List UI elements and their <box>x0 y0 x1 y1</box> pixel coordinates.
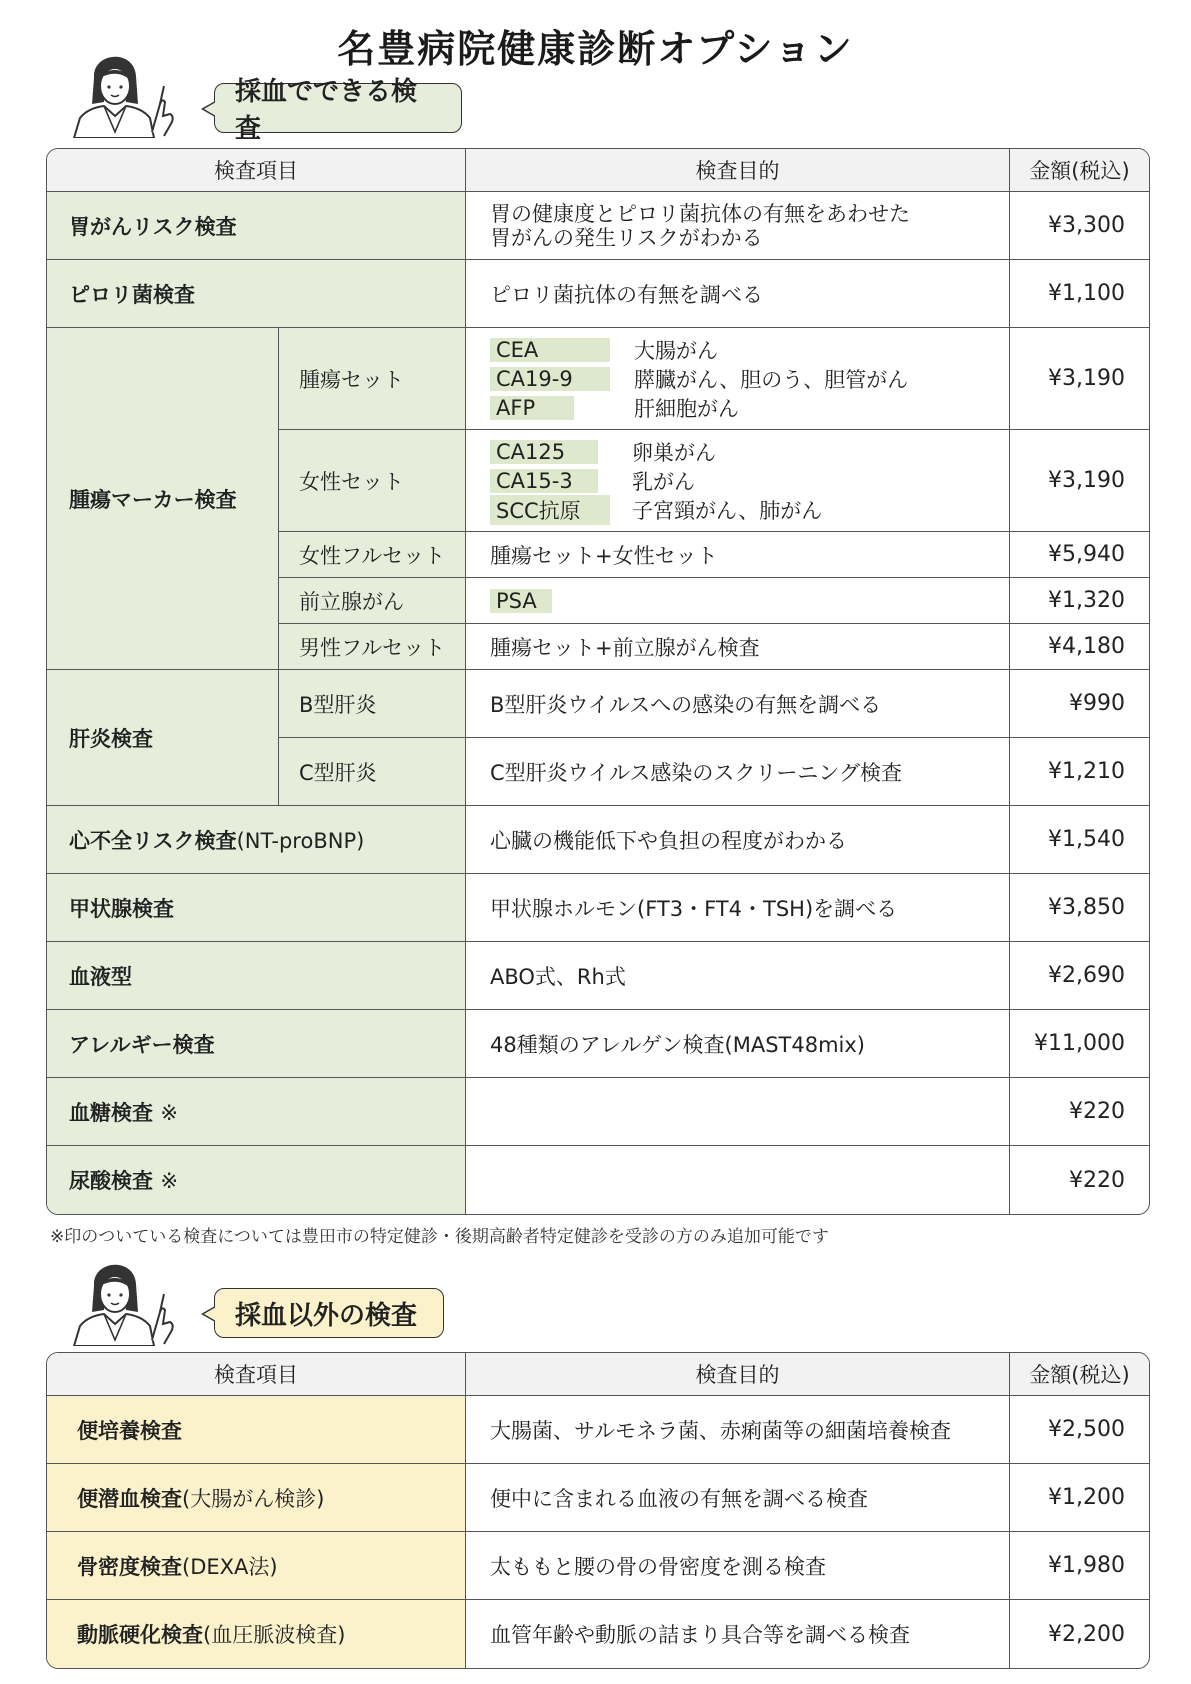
footnote: ※印のついている検査については豊田市の特定健診・後期高齢者特定健診を受診の方のみ追加可能です <box>50 1227 829 1247</box>
item-label: 便培養検査 <box>77 1418 182 1443</box>
marker-code: CA15-3 <box>490 469 598 493</box>
purpose-male-full: 腫瘍セット+前立腺がん検査 <box>466 624 1010 670</box>
marker-row <box>490 495 1009 524</box>
purpose-line: 胃がんの発生リスクがわかる <box>490 225 763 250</box>
price-hepatitis-c: ¥1,210 <box>1010 738 1149 806</box>
table-row <box>47 874 1149 942</box>
marker-code: CA125 <box>490 440 598 464</box>
item-suffix: (大腸がん検診) <box>182 1486 325 1511</box>
marker-code: PSA <box>490 589 552 613</box>
header-price: 金額(税込) <box>1010 1353 1149 1396</box>
purpose-glucose <box>466 1078 1010 1146</box>
item-pylori: ピロリ菌検査 <box>47 260 466 328</box>
marker-row <box>490 466 1009 495</box>
price-female-set: ¥3,190 <box>1010 430 1149 532</box>
marker-row <box>490 437 1009 466</box>
price-hepatitis-b: ¥990 <box>1010 670 1149 738</box>
table-row <box>47 1396 1149 1464</box>
table-row <box>47 1010 1149 1078</box>
price-thyroid: ¥3,850 <box>1010 874 1149 942</box>
table-row <box>47 670 1149 738</box>
table-row <box>47 260 1149 328</box>
section1-bubble: 採血でできる検査 <box>214 83 462 133</box>
sub-prostate: 前立腺がん <box>279 578 466 624</box>
asterisk-mark: ※ <box>160 1100 178 1125</box>
item-fecal-occult <box>47 1464 466 1532</box>
purpose-thyroid: 甲状腺ホルモン(FT3・FT4・TSH)を調べる <box>466 874 1010 942</box>
price-female-full: ¥5,940 <box>1010 532 1149 578</box>
header-purpose: 検査目的 <box>466 1353 1010 1396</box>
price-stomach: ¥3,300 <box>1010 192 1149 260</box>
marker-row <box>490 393 1009 422</box>
marker-desc: 子宮頸がん、肺がん <box>632 498 823 523</box>
marker-code: AFP <box>490 396 574 420</box>
marker-row <box>490 364 1009 393</box>
table-row <box>47 942 1149 1010</box>
purpose-uric <box>466 1146 1010 1214</box>
purpose-arteriosclerosis: 血管年齢や動脈の詰まり具合等を調べる検査 <box>466 1600 1010 1668</box>
sub-hepatitis-b: B型肝炎 <box>279 670 466 738</box>
item-arteriosclerosis <box>47 1600 466 1668</box>
header-item: 検査項目 <box>47 1353 466 1396</box>
item-heart <box>47 806 466 874</box>
item-thyroid: 甲状腺検査 <box>47 874 466 942</box>
price-male-full: ¥4,180 <box>1010 624 1149 670</box>
item-uric-label: 尿酸検査 <box>69 1169 153 1193</box>
item-stomach: 胃がんリスク検査 <box>47 192 466 260</box>
table-row <box>47 1146 1149 1214</box>
purpose-pylori: ピロリ菌抗体の有無を調べる <box>466 260 1010 328</box>
table-row <box>47 328 1149 430</box>
item-heart-label: 心不全リスク検査 <box>69 828 237 853</box>
item-uric <box>47 1146 466 1214</box>
purpose-female-full: 腫瘍セット+女性セット <box>466 532 1010 578</box>
purpose-hepatitis-b: B型肝炎ウイルスへの感染の有無を調べる <box>466 670 1010 738</box>
sub-hepatitis-c: C型肝炎 <box>279 738 466 806</box>
marker-desc: 膵臓がん、胆のう、胆管がん <box>634 367 909 392</box>
price-uric: ¥220 <box>1069 1167 1125 1193</box>
price-stool-culture: ¥2,500 <box>1010 1396 1149 1464</box>
doctor-avatar-icon <box>64 42 184 138</box>
table-row <box>47 1078 1149 1146</box>
marker-code: SCC抗原 <box>490 495 610 525</box>
purpose-hepatitis-c: C型肝炎ウイルス感染のスクリーニング検査 <box>466 738 1010 806</box>
price-heart: ¥1,540 <box>1010 806 1149 874</box>
sub-female-full: 女性フルセット <box>279 532 466 578</box>
purpose-line: 胃の健康度とピロリ菌抗体の有無をあわせた <box>490 201 910 226</box>
page-title: 名豊病院健康診断オプション <box>337 27 854 71</box>
item-bone-density <box>47 1532 466 1600</box>
item-label: 便潜血検査 <box>77 1486 182 1511</box>
table-row <box>47 1532 1149 1600</box>
price-allergy: ¥11,000 <box>1010 1010 1149 1078</box>
purpose-fecal-occult: 便中に含まれる血液の有無を調べる検査 <box>466 1464 1010 1532</box>
purpose-stool-culture: 大腸菌、サルモネラ菌、赤痢菌等の細菌培養検査 <box>466 1396 1010 1464</box>
price-pylori: ¥1,100 <box>1010 260 1149 328</box>
purpose-blood-type: ABO式、Rh式 <box>466 942 1010 1010</box>
item-hepatitis: 肝炎検査 <box>47 670 279 806</box>
marker-row <box>490 586 1009 615</box>
header-price: 金額(税込) <box>1010 149 1149 192</box>
item-suffix: (DEXA法) <box>182 1554 278 1579</box>
table-row <box>47 192 1149 260</box>
item-stool-culture <box>47 1396 466 1464</box>
markers-female-set <box>466 430 1010 532</box>
price-prostate: ¥1,320 <box>1010 578 1149 624</box>
item-heart-suffix: (NT-proBNP) <box>236 828 365 853</box>
header-purpose: 検査目的 <box>466 149 1010 192</box>
item-glucose <box>47 1078 466 1146</box>
blood-test-table <box>46 148 1150 1215</box>
item-allergy: アレルギー検査 <box>47 1010 466 1078</box>
item-blood-type: 血液型 <box>47 942 466 1010</box>
marker-code: CA19-9 <box>490 367 610 391</box>
price-blood-type: ¥2,690 <box>1010 942 1149 1010</box>
table-row <box>47 806 1149 874</box>
marker-row <box>490 335 1009 364</box>
price-bone-density: ¥1,980 <box>1010 1532 1149 1600</box>
non-blood-test-table <box>46 1352 1150 1669</box>
section2-bubble: 採血以外の検査 <box>214 1288 444 1338</box>
sub-male-full: 男性フルセット <box>279 624 466 670</box>
item-tumor: 腫瘍マーカー検査 <box>47 328 279 670</box>
marker-desc: 肝細胞がん <box>634 396 739 421</box>
item-suffix: (血圧脈波検査) <box>203 1623 346 1647</box>
item-glucose-label: 血糖検査 <box>69 1100 153 1125</box>
item-label: 動脈硬化検査 <box>77 1623 203 1647</box>
purpose-stomach <box>466 192 1010 260</box>
table-row <box>47 1600 1149 1668</box>
item-label: 骨密度検査 <box>77 1554 182 1579</box>
purpose-allergy: 48種類のアレルゲン検査(MAST48mix) <box>466 1010 1010 1078</box>
price-glucose: ¥220 <box>1010 1078 1149 1146</box>
marker-desc: 大腸がん <box>634 338 718 363</box>
table-row <box>47 1464 1149 1532</box>
price-tumor-set: ¥3,190 <box>1010 328 1149 430</box>
price-fecal-occult: ¥1,200 <box>1010 1464 1149 1532</box>
header-item: 検査項目 <box>47 149 466 192</box>
sub-female-set: 女性セット <box>279 430 466 532</box>
price-arteriosclerosis: ¥2,200 <box>1048 1621 1125 1647</box>
purpose-bone-density: 太ももと腰の骨の骨密度を測る検査 <box>466 1532 1010 1600</box>
marker-desc: 乳がん <box>632 469 695 494</box>
marker-code: CEA <box>490 338 610 362</box>
doctor-avatar-icon <box>64 1250 184 1346</box>
sub-tumor-set: 腫瘍セット <box>279 328 466 430</box>
purpose-prostate <box>466 578 1010 624</box>
asterisk-mark: ※ <box>160 1169 178 1193</box>
markers-tumor-set <box>466 328 1010 430</box>
marker-desc: 卵巣がん <box>632 440 716 465</box>
purpose-heart: 心臓の機能低下や負担の程度がわかる <box>466 806 1010 874</box>
